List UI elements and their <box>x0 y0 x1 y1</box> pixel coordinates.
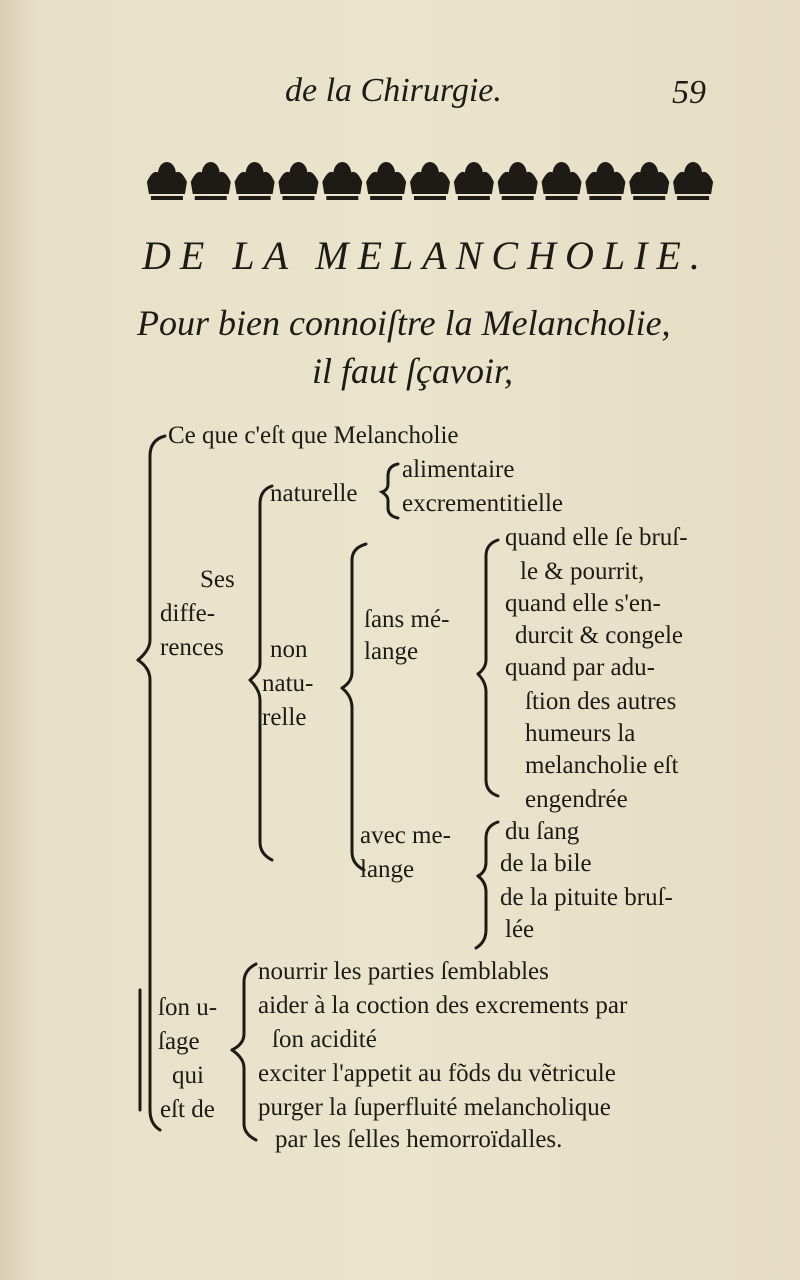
chapter-title: DE LA MELANCHOLIE. <box>142 233 709 278</box>
usage-label-2: ſage <box>158 1028 200 1055</box>
usage-item-5: purger la ſuperfluité melancholique <box>258 1094 611 1121</box>
page-number: 59 <box>672 74 706 111</box>
non-naturelle-brace-bottom <box>342 688 364 870</box>
excrementitielle-label: excrementitielle <box>402 490 564 517</box>
ses-label-1: Ses <box>200 566 235 593</box>
running-head: de la Chirurgie. <box>285 72 502 109</box>
non-naturelle-3: relle <box>262 704 307 731</box>
alimentaire-label: alimentaire <box>402 456 515 483</box>
quand1-line1: quand elle ſe bruſ- <box>505 524 688 551</box>
usage-item-4: exciter l'appetit au fõds du vẽtricule <box>258 1060 616 1087</box>
usage-brace-bottom <box>232 1050 256 1140</box>
avec-melange-1: avec me- <box>360 822 451 849</box>
ses-label-2: diffe- <box>160 600 216 627</box>
usage-label-4: eſt de <box>160 1096 215 1123</box>
usage-item-1: nourrir les parties ſemblables <box>258 958 549 985</box>
sans-melange-brace-top <box>478 540 498 674</box>
outline-question: Ce que c'eſt que Melancholie <box>168 422 459 449</box>
pituite-line1: de la pituite bruſ- <box>500 884 673 911</box>
non-naturelle-1: non <box>270 636 308 663</box>
main-brace-top <box>138 436 165 660</box>
naturelle-brace <box>382 464 398 518</box>
avec-melange-brace-bottom <box>476 876 486 948</box>
quand1-line2: le & pourrit, <box>520 558 645 585</box>
naturelle-label: naturelle <box>270 480 358 507</box>
ses-label-3: rences <box>160 634 224 661</box>
usage-item-3: ſon acidité <box>272 1026 377 1053</box>
intro-line-1: Pour bien connoiſtre la Melancholie, <box>137 303 671 343</box>
usage-label-3: qui <box>172 1062 204 1089</box>
quand3-line5: engendrée <box>525 786 628 813</box>
pituite-line2: lée <box>505 916 535 943</box>
de-la-bile-label: de la bile <box>500 850 592 877</box>
sans-melange-1: ſans mé- <box>364 606 450 633</box>
avec-melange-brace-top <box>478 822 498 876</box>
non-naturelle-2: natu- <box>262 670 314 697</box>
avec-melange-2: lange <box>360 856 415 883</box>
quand3-line3: humeurs la <box>525 720 636 747</box>
usage-item-6: par les ſelles hemorroïdalles. <box>275 1126 563 1153</box>
du-sang-label: du ſang <box>505 818 580 845</box>
usage-label-1: ſon u- <box>158 994 218 1021</box>
sans-melange-2: lange <box>364 638 419 665</box>
usage-item-2: aider à la coction des excrements par <box>258 992 628 1019</box>
sans-melange-brace-bottom <box>478 674 498 796</box>
quand3-line1: quand par adu- <box>505 654 655 681</box>
usage-brace-top <box>232 964 256 1050</box>
differences-brace-bottom <box>250 680 272 860</box>
quand3-line2: ſtion des autres <box>525 688 677 715</box>
differences-brace-top <box>250 486 272 680</box>
quand3-line4: melancholie eſt <box>525 752 679 779</box>
non-naturelle-brace-top <box>342 544 366 688</box>
quand2-line1: quand elle s'en- <box>505 590 661 617</box>
intro-line-2: il faut ſçavoir, <box>312 351 513 391</box>
quand2-line2: durcit & congele <box>515 622 683 649</box>
